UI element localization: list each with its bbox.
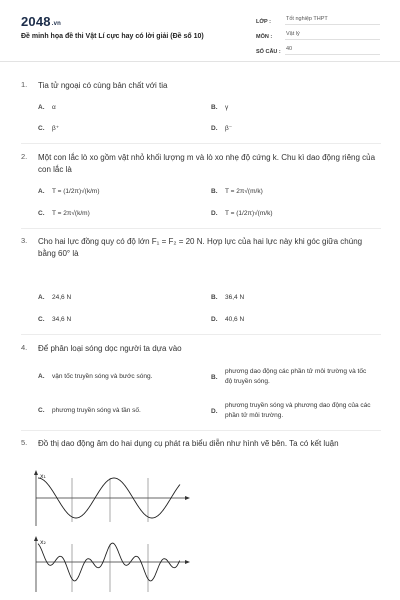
option-a[interactable]: A. α [38,104,56,111]
option-a[interactable]: A. T = (1/2π)√(k/m) [38,188,100,195]
option-a[interactable]: A. 24,6 N [38,294,72,301]
option-c[interactable]: C. 34,6 N [38,316,72,323]
meta-subject: MÔN : Vật lý [256,28,380,40]
question-text: Để phân loại sóng dọc người ta dựa vào [38,344,182,353]
option-b[interactable]: B. T = 2π√(m/k) [211,188,263,195]
site-logo[interactable]: 2048.vn [21,14,62,29]
divider [21,228,381,229]
option-b[interactable]: B. phương dao động các phần tử môi trường và tốc độ truyền sóng. [211,368,367,385]
x-axis-arrow [185,496,190,500]
graph-label-x1: x₁ [40,473,46,480]
divider [21,143,381,144]
option-c[interactable]: C. β⁺ [38,124,60,132]
y-axis-arrow [34,470,38,475]
question-5: 5. Đồ thị dao động âm do hai dụng cụ phát ra biểu diễn như hình vẽ bên. Ta có kết luận [21,438,381,468]
graph-label-x2: x₂ [40,539,46,546]
option-d[interactable]: D. β⁻ [211,124,233,132]
question-text: Tia tử ngoại có cùng bản chất với tia [38,81,168,90]
option-d[interactable]: D. T = (1/2π)√(m/k) [211,210,273,217]
sound-graph-1 [30,470,190,526]
document-title: Đề minh họa đề thi Vật Lí cực hay có lời giải (Đề số 10) [21,33,204,40]
option-c[interactable]: C. T = 2π√(k/m) [38,210,90,217]
option-d[interactable]: D. phương truyền sóng và phương dao động của các phần tử môi trường. [211,402,371,419]
question-text: Đồ thị dao động âm do hai dụng cụ phát ra biểu diễn như hình vẽ bên. Ta có kết luận [38,439,339,448]
x-axis-arrow [185,560,190,564]
option-b[interactable]: B. 36,4 N [211,294,245,301]
option-d[interactable]: D. 40,6 N [211,316,245,323]
option-a[interactable]: A. vận tốc truyền sóng và bước sóng. [38,373,153,380]
question-4: 4. Để phân loại sóng dọc người ta dựa vào A. vận tốc truyền sóng và bước sóng. B. phương dao động các phần tử môi trường và tốc độ truyền sóng. C. phương truyền sóng và tần số. D. phương truyền sóng và phương dao động của các phần tử môi trường. [21,343,381,427]
question-1: 1. Tia tử ngoại có cùng bản chất với tia A. α B. γ C. β⁺ D. β⁻ [21,80,381,140]
sound-graph-2 [30,536,190,592]
meta-question-count: SỐ CÂU : 40 [256,43,380,55]
option-c[interactable]: C. phương truyền sóng và tần số. [38,407,141,414]
divider [21,430,381,431]
question-text: Một con lắc lò xo gồm vật nhỏ khối lượng m và lò xo nhẹ độ cứng k. Chu kì dao động riêng của con lắc là [38,153,376,174]
question-2: 2. Một con lắc lò xo gồm vật nhỏ khối lượng m và lò xo nhẹ độ cứng k. Chu kì dao động riêng của con lắc là A. T = (1/2π)√(k/m) B. T = 2π√(m/k) C. T = 2π√(k/m) D. T = (1/2π)√(m/k) [21,152,381,226]
question-text: Cho hai lực đồng quy có độ lớn F₁ = F₂ = 20 N. Hợp lực của hai lực này khi góc giữa chúng bằng 60° là [38,237,363,258]
meta-class: LỚP : Tốt nghiệp THPT [256,13,380,25]
option-b[interactable]: B. γ [211,104,229,111]
divider [21,334,381,335]
y-axis-arrow [34,536,38,541]
question-3: 3. Cho hai lực đồng quy có độ lớn F₁ = F₂ = 20 N. Hợp lực của hai lực này khi góc giữa chúng bằng 60° là A. 24,6 N B. 36,4 N C. 34,6 N D. 40,6 N [21,236,381,330]
document-header [0,0,400,62]
